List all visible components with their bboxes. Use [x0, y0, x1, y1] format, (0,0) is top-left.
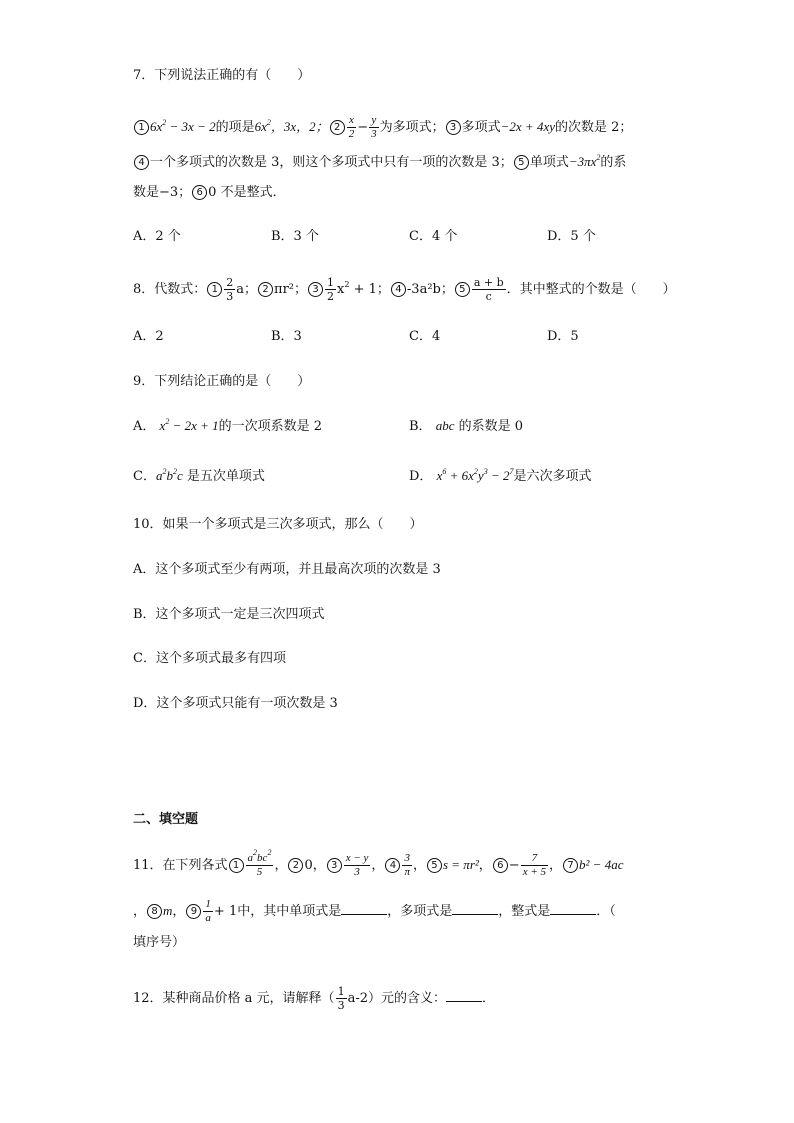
q7-line2 [133, 152, 626, 173]
q8-option-a[interactable]: A．2 [133, 329, 164, 344]
q9-option-b-tail: 的系数是 0 [458, 419, 524, 434]
q7-option-a[interactable]: A．2 个 [133, 229, 181, 244]
q11-sep-7: ， [133, 904, 147, 919]
circled-2: 2 [258, 282, 273, 297]
q8-stem-prefix: 8．代数式： [133, 282, 207, 297]
q8-tail: ．其中整式的个数是（ ） [506, 282, 676, 297]
circled-4: 4 [391, 282, 406, 297]
q11-frac-1: $\frac{a^2bc^2}{5}$ [247, 848, 272, 878]
q7-stem [133, 66, 310, 86]
q12-prefix: 12．某种商品价格 a 元，请解释（ [133, 991, 335, 1006]
q11-sep-5: ， [478, 858, 492, 873]
q9-option-a[interactable] [133, 416, 322, 437]
q7-option-b[interactable]: B．3 个 [271, 229, 319, 244]
q12-line [133, 985, 495, 1012]
q11-line2: ， 8 m， 9 $\frac{1}{a}$ + 1中，其中单项式是 ，多项式是 ，整式是 ．（ [133, 898, 616, 924]
q7-option-d[interactable]: D．5 个 [547, 229, 596, 244]
q8-item2: πr²； [274, 282, 308, 297]
q12-mid: a-2）元的含义： [347, 991, 446, 1006]
q11-stem-prefix: 11．在下列各式 [133, 858, 228, 873]
q7-term1: $6x^2$ [254, 118, 271, 134]
q8-option-c[interactable]: C．4 [409, 329, 441, 344]
circled-1: 1 [229, 858, 244, 873]
q9-option-c-label: C． [133, 469, 156, 484]
q9-option-b-expr: abc [435, 418, 455, 433]
q11-blank-integral[interactable] [550, 902, 596, 915]
circled-5: 5 [427, 858, 442, 873]
q10-option-d[interactable]: D．这个多项式只能有一项次数是 3 [133, 696, 338, 711]
circled-4: 4 [134, 155, 149, 170]
q9-option-d-tail: 是六次多项式 [513, 469, 592, 484]
q7-stem-text: 7．下列说法正确的有（ ） [133, 68, 311, 83]
q11-blank-monomial[interactable] [341, 902, 387, 915]
q7-item2-text: 为多项式； [379, 120, 445, 135]
circled-2: 2 [288, 858, 303, 873]
q12-end: ． [481, 991, 495, 1006]
circled-3: 3 [446, 120, 461, 135]
q11-line3: 填序号） [133, 935, 186, 950]
q11-sep-4: ， [412, 858, 426, 873]
q8-stem: 8．代数式： 1 $\frac{2}{3}$ a； 2 πr²； 3 $\frac{1}{2}$ $x^2 + 1$； 4 -3a²b； 5 $\frac{a + b}{c}$ ．其中整式的个数是（ ） [133, 276, 676, 303]
q7-item5-expr: $-3\pi x^2$ [568, 153, 601, 169]
q9-option-d-expr: $x^6 + 6x^2y^3 - 2^7$ [436, 467, 514, 483]
circled-3: 3 [327, 858, 342, 873]
q9-option-b-label: B． [409, 419, 432, 434]
q11-frac-9: $\frac{1}{a}$ [205, 898, 211, 924]
q9-option-d-label: D． [409, 469, 433, 484]
circled-9: 9 [186, 904, 201, 919]
q9-option-a-label: A． [133, 419, 156, 434]
q12-frac-1-3: $\frac{1}{3}$ [337, 985, 345, 1012]
circled-5: 5 [514, 155, 529, 170]
q9-option-a-expr: $x^2 - 2x + 1$ [159, 417, 219, 433]
section-title-fill-in: 二、填空题 [133, 812, 199, 827]
q7-item5-tail: 的系 [600, 155, 627, 170]
q11-blank-polynomial[interactable] [452, 902, 498, 915]
q11-poly: ，多项式是 [387, 904, 453, 919]
circled-2: 2 [330, 120, 345, 135]
q10-option-c[interactable]: C．这个多项式最多有四项 [133, 651, 286, 666]
q9-option-c-tail: 是五次单项式 [186, 469, 265, 484]
circled-3: 3 [308, 282, 323, 297]
q10-stem: 10．如果一个多项式是三次多项式，那么（ ） [133, 517, 423, 532]
q7-item6-text: 0 不是整式． [208, 185, 286, 200]
q7-item1-text: 的项是 [215, 120, 255, 135]
q8-frac-1-2: $\frac{1}{2}$ [327, 276, 335, 303]
q11-mid: 中，其中单项式是 [237, 904, 342, 919]
circled-5: 5 [455, 282, 470, 297]
q11-item7: b² − 4ac [579, 857, 624, 872]
q7-expr1: $6x^2 - 3x - 2$ [150, 118, 216, 134]
q8-frac-2-3: $\frac{2}{3}$ [226, 276, 234, 303]
q11-sep-1: ， [274, 858, 288, 873]
q11-frac-4: $\frac{3}{\pi}$ [404, 852, 410, 878]
q8-item4: -3a²b； [406, 282, 454, 297]
circled-1: 1 [207, 282, 222, 297]
q9-option-c[interactable] [133, 466, 265, 487]
q11-item2: 0， [304, 858, 326, 873]
q7-item5-text: 单项式 [529, 155, 569, 170]
q9-option-d[interactable] [409, 466, 591, 487]
q7-item1-terms: ，3x，2； [270, 119, 329, 134]
q7-item3-text: 多项式 [461, 120, 501, 135]
q11-frac-3: $\frac{x - y}{3}$ [345, 852, 369, 878]
circled-7: 7 [563, 858, 578, 873]
q11-item5: s = πr² [442, 857, 479, 872]
q11-sep-6: ， [549, 858, 563, 873]
q9-option-a-tail: 的一次项系数是 2 [218, 419, 323, 434]
circled-8: 8 [147, 904, 162, 919]
q7-frac-x2: $\frac{x}{2}$ [348, 114, 355, 140]
q11-item8: m [163, 903, 173, 918]
circled-1: 1 [134, 120, 149, 135]
circled-6: 6 [192, 185, 207, 200]
q9-option-b[interactable] [409, 416, 523, 437]
circled-4: 4 [385, 858, 400, 873]
q12-blank[interactable] [446, 989, 482, 1002]
q9-stem: 9．下列结论正确的是（ ） [133, 374, 311, 389]
q7-frac-y3: $\frac{y}{3}$ [371, 114, 377, 140]
q7-line3-text: 数是−3； [133, 185, 192, 200]
q11-end: ．（ [596, 904, 616, 919]
q10-option-a[interactable]: A．这个多项式至少有两项，并且最高次项的次数是 3 [133, 562, 441, 577]
circled-6: 6 [493, 858, 508, 873]
q11-sep-8: ， [172, 904, 186, 919]
q7-item4-text: 一个多项式的次数是 3，则这个多项式中只有一项的次数是 3； [150, 155, 513, 170]
q8-option-b[interactable]: B．3 [271, 329, 302, 344]
q9-option-c-expr: $a^2b^2c$ [155, 467, 183, 483]
q11-line1: 11．在下列各式 1 $\frac{a^2bc^2}{5}$ ， 2 0， 3 $\frac{x - y}{3}$ ， 4 $\frac{3}{\pi}$ ， 5 s = πr²， 6 − $\frac{7}{x + 5}$ ， 7 b² − 4ac [133, 848, 624, 878]
q7-line1: 1 $6x^2 - 3x - 2$的项是$6x^2$，3x，2； 2 $\frac{x}{2}$ − $\frac{y}{3}$ 为多项式； 3 多项式−2x + 4xy的次数是 2； [133, 114, 632, 141]
q11-sep-3: ， [371, 858, 385, 873]
q7-line3 [133, 183, 286, 203]
q7-option-c[interactable]: C．4 个 [409, 229, 458, 244]
q11-whole: ，整式是 [498, 904, 551, 919]
q11-frac-6: $\frac{7}{x + 5}$ [522, 852, 547, 878]
q8-option-d[interactable]: D．5 [547, 329, 579, 344]
q7-item3-tail: 的次数是 2； [554, 120, 633, 135]
q10-option-b[interactable]: B．这个多项式一定是三次四项式 [133, 607, 325, 622]
q7-item3-expr: −2x + 4xy [500, 119, 555, 134]
q8-frac-ab-c: $\frac{a + b}{c}$ [473, 276, 504, 303]
